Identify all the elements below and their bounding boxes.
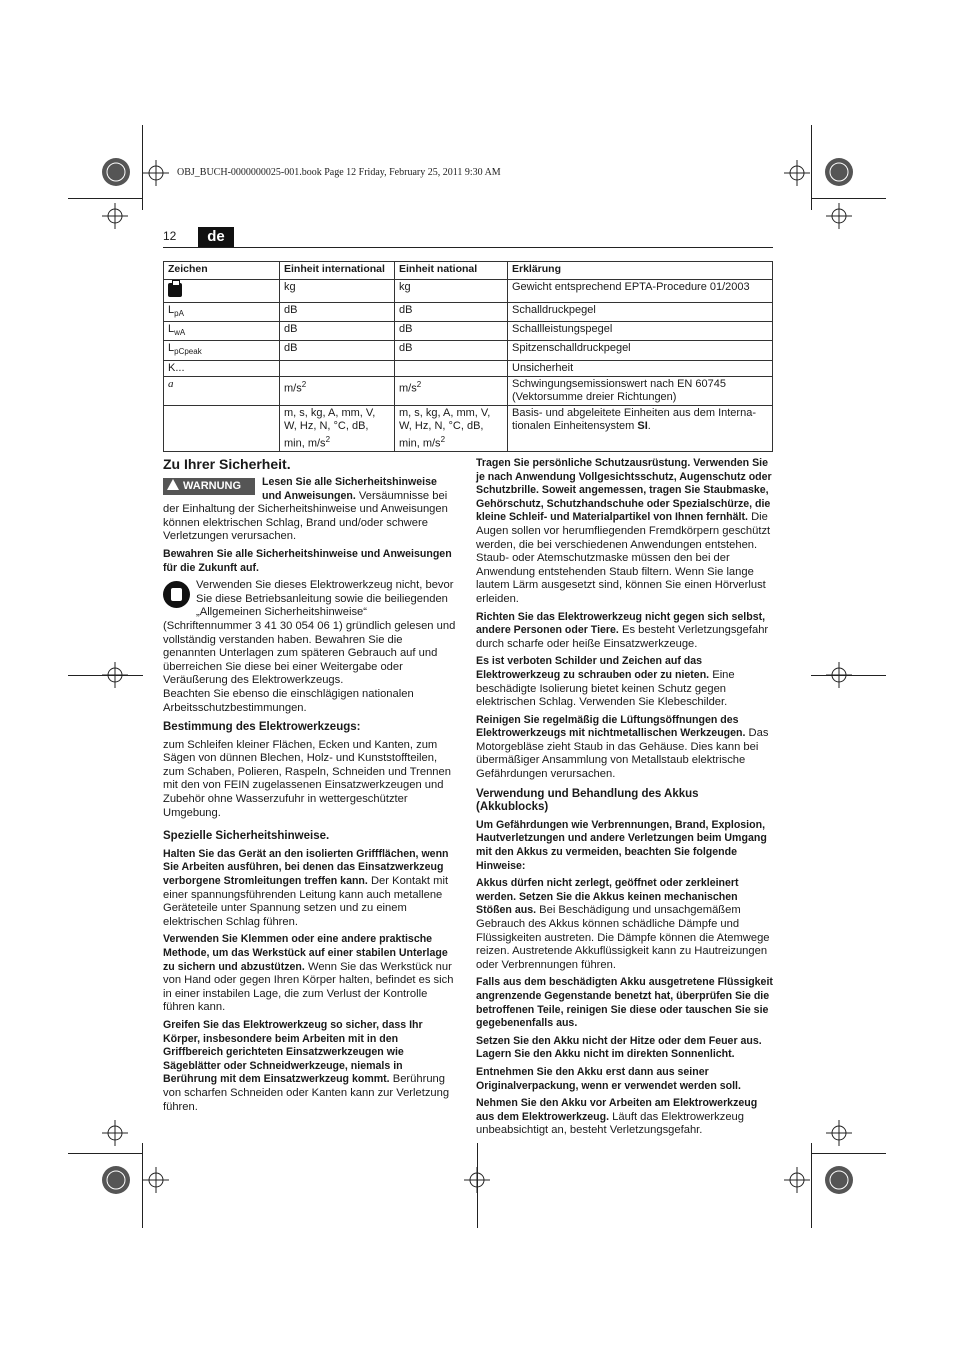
bold-text: Nehmen Sie den Akku vor Arbeiten am Elektrowerkzeug aus dem Elektrowerkzeug. — [476, 1097, 758, 1123]
table-header-cell: Einheit international — [280, 262, 395, 280]
crosshair-icon — [826, 203, 852, 229]
table-cell: dB — [395, 322, 508, 341]
table-cell — [164, 303, 280, 322]
body-text: Berührung von scharfen Schneiden oder Kanten kann zur Verletzung führen. — [163, 1073, 450, 1113]
table-header-row — [164, 262, 773, 280]
table-cell — [164, 376, 280, 405]
table-cell: kg — [395, 280, 508, 303]
subsection-title: Spezielle Sicherheitshinweise. — [163, 830, 330, 843]
table-cell: dB — [395, 303, 508, 322]
table-cell: dB — [280, 322, 395, 341]
body-text: Eine beschädigte Isolierung bietet keinen Schutz gegen elektrischen Schlag. Verwenden Sie Klebeschilder. — [476, 668, 735, 709]
table-row — [164, 322, 773, 341]
table-row — [164, 360, 773, 376]
symbol-subscript: wA — [174, 328, 186, 338]
superscript: 2 — [301, 379, 307, 389]
unit-line: m, s, kg, A, mm, V, — [399, 406, 491, 419]
paragraph — [476, 1097, 773, 1138]
units-table — [163, 261, 773, 452]
paragraph — [476, 877, 773, 972]
table-cell: Unsicherheit — [508, 360, 773, 376]
bold-text: Lesen Sie alle Sicherheitshinweise und Anweisungen. — [262, 476, 437, 502]
table-cell — [395, 376, 508, 405]
body-text: Es besteht Verletzungsgefahr durch scharfe oder heiße Einsatzwerkzeuge. — [476, 624, 769, 650]
registration-mark-icon — [823, 1164, 855, 1196]
registration-mark-icon — [823, 156, 855, 188]
crosshair-icon — [102, 203, 128, 229]
symbol-text: a — [168, 377, 174, 390]
table-cell — [164, 341, 280, 360]
table-row — [164, 405, 773, 452]
table-cell: Gewicht entsprechend EPTA-Procedure 01/2003 — [508, 280, 773, 303]
superscript: 2 — [325, 434, 331, 444]
table-cell: Schalldruckpegel — [508, 303, 773, 322]
paragraph: zum Schleifen kleiner Flächen, Ecken und Kanten, zum Sägen von dünnen Blechen, Holz- und Kunststoffteilen, zum Schaben, Polieren, Raspeln, Schneiden und Trennen mit den von FEIN zugelassenen Einsatzwerkzeugen und Zubehör ohne Wasserzufuhr in wettergeschützter Umgebung. — [163, 738, 451, 819]
paragraph: Um Gefährdungen wie Verbrennungen, Brand, Explosion, Hautverletzungen und andere Verletzungen beim Umgang mit den Akkus zu vermeiden, beachten Sie folgende Hinweise: — [476, 818, 767, 872]
table-row — [164, 376, 773, 405]
paragraph — [476, 714, 773, 782]
crosshair-icon — [784, 160, 810, 186]
table-cell — [395, 405, 508, 452]
bold-text: Halten Sie das Gerät an den isolierten Griffflächen, wenn Sie Arbeiten ausführen, bei denen das Einsatzwerkzeug verborgene Stromleitungen treffen kann. — [163, 847, 449, 888]
bold-text: Tragen Sie persönliche Schutzausrüstung. Verwenden Sie je nach Anwendung Vollgesichtsschutz, Augenschutz oder Schutzbrille. Soweit angemessen, tragen Sie Staubmaske, Gehörschutz, Schutzhandschuhe oder Spezialschürze, die kleine Schleif- und Materialpartikel von Ihnen fernhält. — [476, 457, 772, 524]
bold-text: Reinigen Sie regelmäßig die Lüftungsöffnungen des Elektrowerkzeugs mit nichtmetallischen Werkzeugen. — [476, 713, 746, 740]
superscript: 2 — [440, 434, 446, 444]
crosshair-icon — [143, 160, 169, 186]
registration-mark-icon — [100, 156, 132, 188]
table-row — [164, 303, 773, 322]
crosshair-icon — [784, 1167, 810, 1193]
table-cell — [508, 405, 773, 452]
crosshair-icon — [826, 1120, 852, 1146]
body-text: Die Augen sollen vor herumfliegenden Fremdkörpern geschützt werden, die bei verschiedenen Anwendungen entstehen. Staub- oder Atemschutzmaske müssen den bei der Anwendung entstehenden Staub filtern. Wenn Sie lange lautem Lärm ausgesetzt sind, können Sie einen Hörverlust erleiden. — [476, 511, 771, 605]
body-text: Läuft das Elektrowerkzeug unbeabsichtigt an, besteht Verletzungsgefahr. — [476, 1110, 745, 1137]
paragraph — [476, 611, 773, 652]
symbol-subscript: pA — [174, 309, 184, 319]
paragraph: Beachten Sie ebenso die einschlägigen nationalen Arbeitsschutzbestimmungen. — [163, 687, 414, 714]
unit-text: m/s — [284, 382, 302, 395]
table-cell: Schallleistungspegel — [508, 322, 773, 341]
table-header-cell: Erklärung — [508, 262, 773, 280]
body-text: Verwenden Sie dieses Elektrowerkzeug nicht, bevor Sie diese Betriebsanleitung sowie die beiliegenden „Allgemeinen Sicherheitshinweise“ (Schriftennummer 3 41 30 054 06 1) gründlich gelesen und vollständig verstanden haben. Bewahren Sie die genannten Unterlagen zum späteren Gebrauch auf und überreichen Sie diese bei einer Weitergabe oder Veräußerung des Elektrowerkzeugs. — [163, 579, 456, 687]
body-text: Der Kontakt mit einer spannungsführenden Leitung kann auch metallene Geräteteile unter Spannung setzen und zu einem elektrischen Schlag führen. — [163, 875, 449, 928]
warning-badge — [163, 478, 255, 495]
subsection-title: Verwendung und Behandlung des Akkus (Akkublocks) — [476, 787, 699, 814]
unit-line: min, m/s — [399, 437, 441, 450]
si-label: SI — [637, 419, 648, 432]
read-manual-icon — [163, 581, 190, 608]
bold-text: Es ist verboten Schilder und Zeichen auf das Elektrowerkzeug zu schrauben oder zu nieten. — [476, 655, 710, 681]
unit-line: min, m/s — [284, 437, 326, 450]
table-cell: dB — [280, 303, 395, 322]
page-number: 12 — [163, 229, 177, 243]
unit-line: m, s, kg, A, mm, V, — [284, 406, 376, 419]
paragraph — [476, 457, 773, 607]
bold-text: Akkus dürfen nicht zerlegt, geöffnet oder zerkleinert werden. Setzen Sie die Akkus keinen mechanischen Stößen aus. — [476, 877, 739, 917]
body-text: Das Motorgebläse zieht Staub in das Gehäuse. Dies kann bei übermäßiger Ansammlung von Metallstaub elektrische Gefährdungen verursachen. — [476, 727, 769, 781]
superscript: 2 — [416, 379, 422, 389]
table-row — [164, 341, 773, 360]
unit-line: W, Hz, N, °C, dB, — [284, 419, 369, 432]
table-cell — [280, 405, 395, 452]
symbol-subscript: pCpeak — [174, 347, 202, 357]
subsection-title: Bestimmung des Elektrowerkzeugs: — [163, 721, 361, 734]
unit-text: m/s — [399, 382, 417, 395]
table-cell: dB — [395, 341, 508, 360]
symbol-text: L — [168, 304, 175, 316]
table-cell: K... — [164, 360, 280, 376]
warning-label: WARNUNG — [183, 480, 242, 492]
table-cell — [164, 280, 280, 303]
header-rule — [163, 247, 773, 248]
explanation-line: Basis- und abgeleitete Einheiten aus dem Interna- — [512, 406, 756, 419]
paragraph — [163, 933, 456, 1015]
table-cell — [395, 360, 508, 376]
body-text: Bei Beschädigung und unsachgemäßem Gebrauch des Akkus können schädliche Dämpfe und Flüssigkeiten austreten. Die Dämpfe können die Atemwege reizen. Austretende Akkuflüssigkeit kann zu Hautreizungen oder Verbrennungen führen. — [476, 904, 770, 971]
crosshair-icon — [102, 1120, 128, 1146]
explanation-line: Schwingungsemissionswert nach EN 60745 — [512, 377, 727, 390]
paragraph: Entnehmen Sie den Akku erst dann aus seiner Originalverpackung, wenn er verwendet werden soll. — [476, 1065, 741, 1092]
table-header-cell: Einheit national — [395, 262, 508, 280]
table-cell — [164, 322, 280, 341]
registration-mark-icon — [100, 1164, 132, 1196]
crosshair-icon — [143, 1167, 169, 1193]
job-header: OBJ_BUCH-0000000025-001.book Page 12 Friday, February 25, 2011 9:30 AM — [177, 167, 501, 178]
unit-line: W, Hz, N, °C, dB, — [399, 419, 484, 432]
paragraph: Falls aus dem beschädigten Akku ausgetretene Flüssigkeit angrenzende Gegenstande benetzt hat, überprüfen Sie die betroffenen Teile, reinigen Sie diese oder tauschen Sie sie gegebenenfalls aus. — [476, 976, 773, 1030]
table-cell: Spitzenschalldruckpegel — [508, 341, 773, 360]
bold-text: Richten Sie das Elektrowerkzeug nicht gegen sich selbst, andere Personen oder Tiere. — [476, 610, 766, 637]
paragraph: Bewahren Sie alle Sicherheitshinweise und Anweisungen für die Zukunft auf. — [163, 547, 452, 574]
body-text: Versäumnisse bei der Einhaltung der Sicherheitshinweise und Anweisungen können elektrischen Schlag, Brand und/oder schwere Verletzungen verursachen. — [163, 489, 448, 543]
section-title: Zu Ihrer Sicherheit. — [163, 456, 291, 472]
table-header-cell: Zeichen — [164, 262, 280, 280]
symbol-text: L — [168, 323, 175, 336]
bold-text: Greifen Sie das Elektrowerkzeug so sicher, dass Ihr Körper, insbesondere beim Arbeiten mit in den Griffbereich gerichteten Einsatzwerkzeugen wie Sägeblätter oder Schneidwerkzeuge, niemals in Berührung mit dem Einsatzwerkzeug kommt. — [163, 1018, 423, 1086]
body-text: Wenn Sie das Werkstück nur von Hand oder gegen Ihren Körper halten, befindet es sich in einer instabilen Lage, die zum Verlust der Kontrolle führen kann. — [163, 960, 454, 1014]
table-cell: kg — [280, 280, 395, 303]
right-column — [476, 457, 773, 1142]
explanation-line: tionalen Einheitensystem — [512, 419, 638, 432]
paragraph — [163, 1019, 456, 1114]
symbol-text: L — [168, 342, 175, 355]
table-cell — [508, 376, 773, 405]
bold-text: Verwenden Sie Klemmen oder eine andere praktische Methode, um das Werkstück auf einer stabilen Unterlage zu sichern und abzustützen. — [163, 933, 448, 973]
table-cell — [280, 360, 395, 376]
explanation-end: . — [647, 419, 651, 432]
warning-icon — [167, 479, 179, 490]
paragraph — [476, 655, 773, 709]
table-cell: dB — [280, 341, 395, 360]
left-column — [163, 456, 456, 1118]
explanation-line: (Vektorsumme dreier Richtungen) — [512, 390, 677, 403]
paragraph — [163, 848, 456, 930]
table-row — [164, 280, 773, 303]
table-cell — [164, 405, 280, 452]
paragraph: Setzen Sie den Akku nicht der Hitze oder dem Feuer aus. Lagern Sie den Akku nicht im direkten Sonnenlicht. — [476, 1034, 762, 1061]
table-cell — [280, 376, 395, 405]
paragraph — [163, 579, 456, 688]
language-tab: de — [198, 227, 234, 247]
weight-icon — [168, 283, 182, 297]
